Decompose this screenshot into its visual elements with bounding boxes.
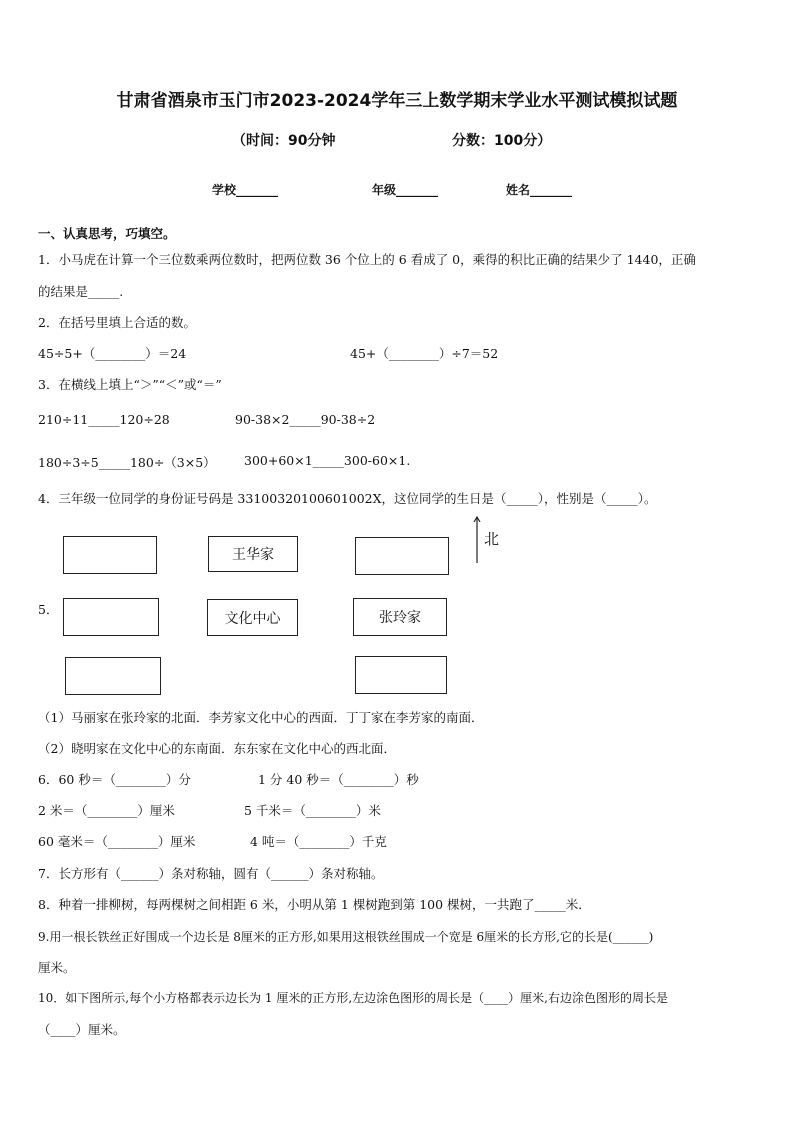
question-2-prompt: 2．在括号里填上合适的数。	[38, 315, 196, 330]
empty-box-bottom-left	[65, 657, 161, 695]
question-6-c: 2 米＝（________）厘米	[38, 803, 175, 818]
question-1-line1: 1．小马虎在计算一个三位数乘两位数时，把两位数 36 个位上的 6 看成了 0，乘得的积比正确的结果少了 1440，正确	[38, 252, 696, 267]
question-10-line2: （____）厘米。	[38, 1022, 126, 1037]
exam-score: 分数：100分）	[452, 133, 552, 149]
box-wang-label: 王华家	[232, 547, 274, 563]
question-6-d: 5 千米＝（________）米	[244, 803, 381, 818]
question-2-a: 45÷5+（________）＝24	[38, 346, 187, 361]
question-5-statement-1: （1）马丽家在张玲家的北面．李芳家文化中心的西面．丁丁家在李芳家的南面．	[38, 710, 484, 725]
empty-box-bottom-right	[355, 656, 447, 694]
question-6-f: 4 吨＝（________）千克	[250, 834, 387, 849]
empty-box-top-right	[355, 537, 449, 575]
question-3-b: 90-38×2_____90-38÷2	[235, 412, 376, 427]
question-9-line2: 厘米。	[38, 960, 76, 975]
north-arrow-icon	[472, 515, 482, 563]
question-6-b: 1 分 40 秒＝（________）秒	[258, 772, 419, 787]
question-6-a: 6．60 秒＝（________）分	[38, 772, 191, 787]
section-heading: 一、认真思考，巧填空。	[38, 226, 176, 241]
question-5-number: 5．	[38, 602, 59, 617]
name-field[interactable]: 姓名_______	[506, 183, 573, 197]
empty-box-top-left	[63, 536, 157, 574]
question-10-line1: 10．如下图所示,每个小方格都表示边长为 1 厘米的正方形,左边涂色图形的周长是（____）厘米,右边涂色图形的周长是	[38, 991, 668, 1005]
empty-box-middle-left	[63, 598, 159, 636]
question-3-a: 210÷11_____120÷28	[38, 412, 170, 427]
question-3-d: 300+60×1_____300-60×1.	[244, 453, 411, 468]
question-4: 4．三年级一位同学的身份证号码是 33100320100601002X，这位同学的生日是（_____），性别是（_____）。	[38, 491, 657, 506]
question-3-c: 180÷3÷5_____180÷（3×5）	[38, 455, 216, 470]
school-field[interactable]: 学校_______	[212, 183, 279, 197]
box-culture-center	[207, 599, 298, 636]
question-8: 8．种着一排柳树，每两棵树之间相距 6 米，小明从第 1 棵树跑到第 100 棵树，一共跑了_____米．	[38, 897, 591, 912]
north-label: 北	[484, 530, 500, 548]
question-6-e: 60 毫米＝（________）厘米	[38, 834, 196, 849]
box-zhang-label: 张玲家	[379, 610, 421, 626]
exam-time: （时间：90分钟	[232, 133, 336, 149]
page-title: 甘肃省酒泉市玉门市2023-2024学年三上数学期末学业水平测试模拟试题	[116, 91, 678, 111]
box-wang-home	[208, 536, 298, 572]
box-culture-label: 文化中心	[224, 610, 281, 627]
question-7: 7．长方形有（______）条对称轴，圆有（______）条对称轴。	[38, 866, 384, 881]
question-3-prompt: 3．在横线上填上“＞”“＜”或“＝”	[38, 377, 222, 392]
question-9-line1: 9.用一根长铁丝正好围成一个边长是 8厘米的正方形,如果用这根铁丝围成一个宽是 6厘米的长方形,它的长是(______)	[38, 930, 654, 944]
question-1-line2: 的结果是_____.	[38, 284, 124, 299]
question-2-b: 45+（________）÷7＝52	[350, 346, 499, 361]
box-zhang-home	[353, 598, 447, 636]
question-5-statement-2: （2）晓明家在文化中心的东南面．东东家在文化中心的西北面．	[38, 741, 396, 756]
grade-field[interactable]: 年级_______	[372, 183, 439, 197]
